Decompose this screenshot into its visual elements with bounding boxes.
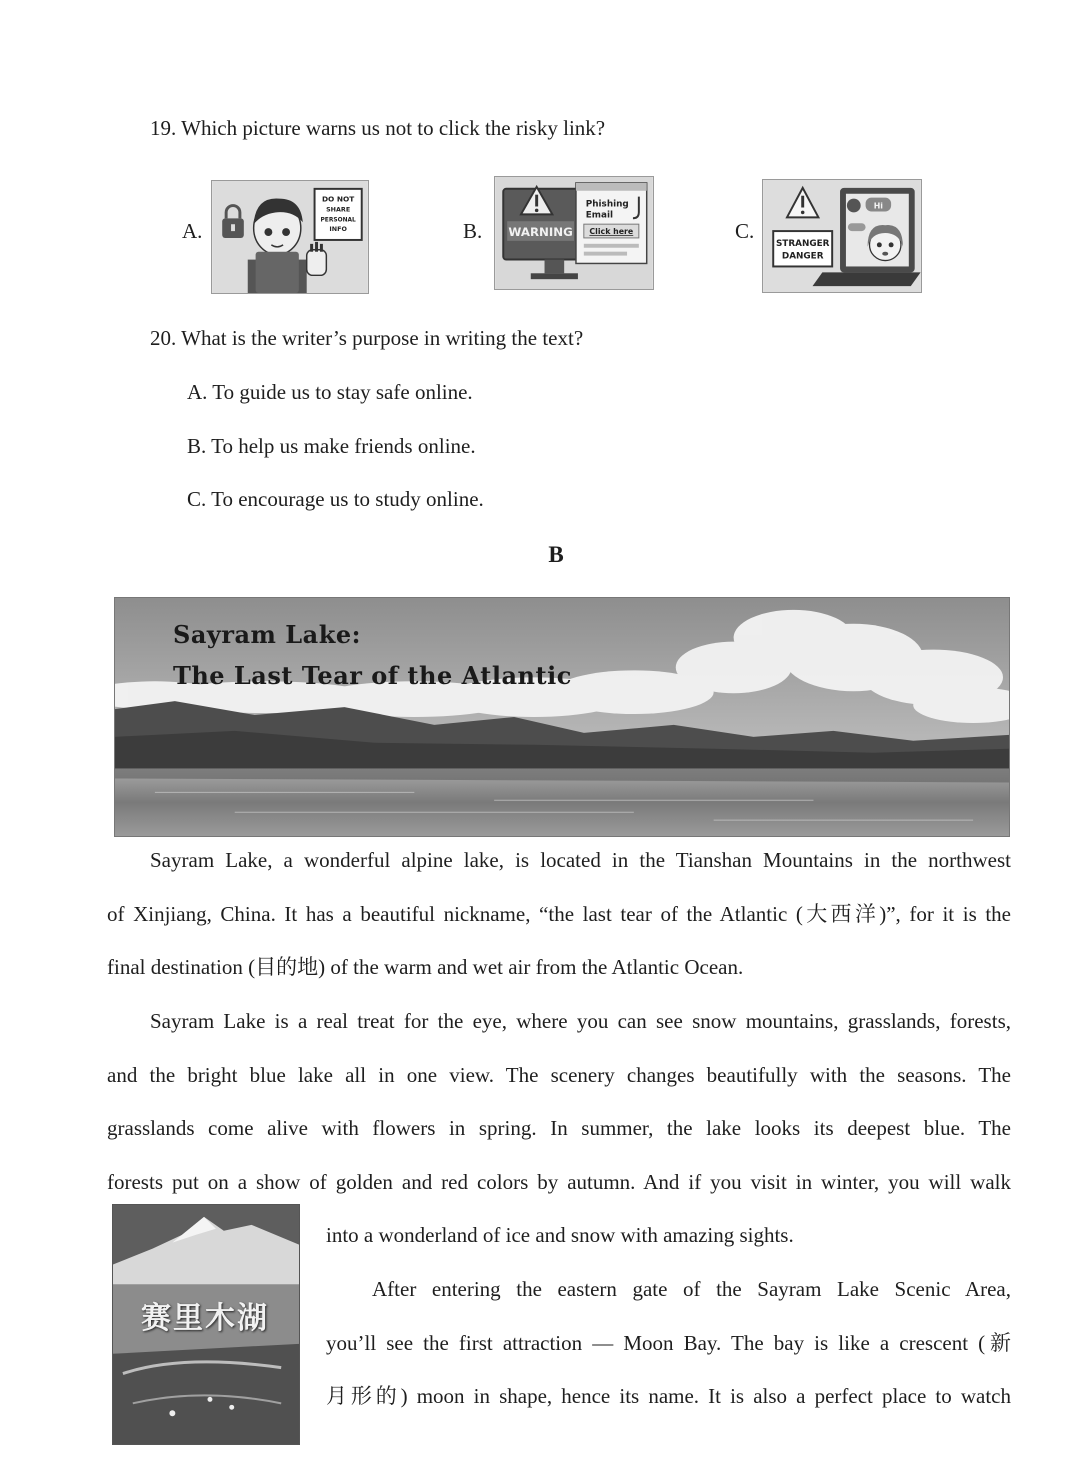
paragraph-1-line: Sayram Lake, a wonderful alpine lake, is located in the Tianshan Mountains in the northwest: [150, 848, 1011, 872]
paragraph-3-line: After entering the eastern gate of the Sayram Lake Scenic Area,: [372, 1277, 1011, 1301]
phishing-warning-illustration: [495, 177, 653, 289]
q19-option-c-label: C.: [735, 219, 755, 243]
paragraph-1-line: final destination (目的地) of the warm and wet air from the Atlantic Ocean.: [107, 955, 744, 979]
q19-option-a-picture[interactable]: [211, 180, 369, 294]
svg-text:INFO: INFO: [329, 225, 347, 234]
paragraph-3-line: you’ll see the first attraction — Moon Bay. The bay is like a crescent (新: [326, 1330, 1011, 1355]
question-20: 20. What is the writer’s purpose in writing the text?: [150, 326, 584, 350]
paragraph-2-line: grasslands come alive with flowers in spring. In summer, the lake looks its deepest blue. The: [107, 1116, 1011, 1140]
paragraph-2-line: forests put on a show of golden and red colors by autumn. And if you visit in winter, you will walk: [107, 1169, 1011, 1194]
q19-option-b-label: B.: [463, 219, 483, 243]
paragraph-1-line: of Xinjiang, China. It has a beautiful nickname, “the last tear of the Atlantic (大西洋)”, for it is the: [107, 901, 1011, 926]
passage-paragraph-1: [107, 834, 1011, 995]
svg-text:Email: Email: [585, 210, 614, 221]
laptop-icon: [256, 252, 299, 293]
section-heading: B: [548, 542, 564, 567]
paragraph-2-line: and the bright blue lake all in one view. The scenery changes beautifully with the seasons. The: [107, 1062, 1011, 1087]
question-19: 19. Which picture warns us not to click the risky link?: [150, 116, 606, 140]
banner-title-line2: The Last Tear of the Atlantic: [173, 661, 572, 690]
svg-text:STRANGER: STRANGER: [775, 238, 830, 249]
email-window: [576, 183, 647, 264]
svg-text:SHARE: SHARE: [326, 205, 351, 214]
banner-title-line1: Sayram Lake:: [173, 620, 361, 649]
svg-text:PERSONAL: PERSONAL: [320, 217, 356, 224]
paragraph-2-line: Sayram Lake is a real treat for the eye, where you can see snow mountains, grasslands, forests,: [150, 1009, 1011, 1033]
avatar-icon: [847, 199, 861, 213]
paragraph-3-line: 月形的) moon in shape, hence its name. It is also a perfect place to watch: [326, 1384, 1011, 1408]
passage-paragraph-3: [326, 1263, 1011, 1424]
svg-text:DANGER: DANGER: [781, 251, 824, 262]
child-privacy-illustration: [212, 181, 368, 293]
q20-option-c[interactable]: C. To encourage us to study online.: [187, 487, 484, 511]
sayram-lake-banner: [114, 597, 1010, 837]
q19-option-a-label: A.: [182, 219, 203, 243]
q19-option-b-picture[interactable]: [494, 176, 654, 290]
svg-text:Phishing: Phishing: [585, 199, 629, 210]
q20-option-a[interactable]: A. To guide us to stay safe online.: [187, 380, 473, 404]
svg-text:Click here: Click here: [589, 226, 634, 236]
svg-text:Hi: Hi: [873, 201, 883, 211]
sayram-lake-poster: [112, 1204, 300, 1445]
poster-title: 赛里木湖: [141, 1301, 269, 1336]
svg-text:WARNING: WARNING: [508, 224, 573, 239]
q19-option-c-picture[interactable]: [762, 179, 922, 293]
q20-option-b[interactable]: B. To help us make friends online.: [187, 434, 476, 458]
stranger-danger-illustration: [763, 180, 921, 292]
paragraph-2-line: into a wonderland of ice and snow with amazing sights.: [326, 1223, 794, 1247]
svg-text:DO NOT: DO NOT: [321, 194, 355, 204]
